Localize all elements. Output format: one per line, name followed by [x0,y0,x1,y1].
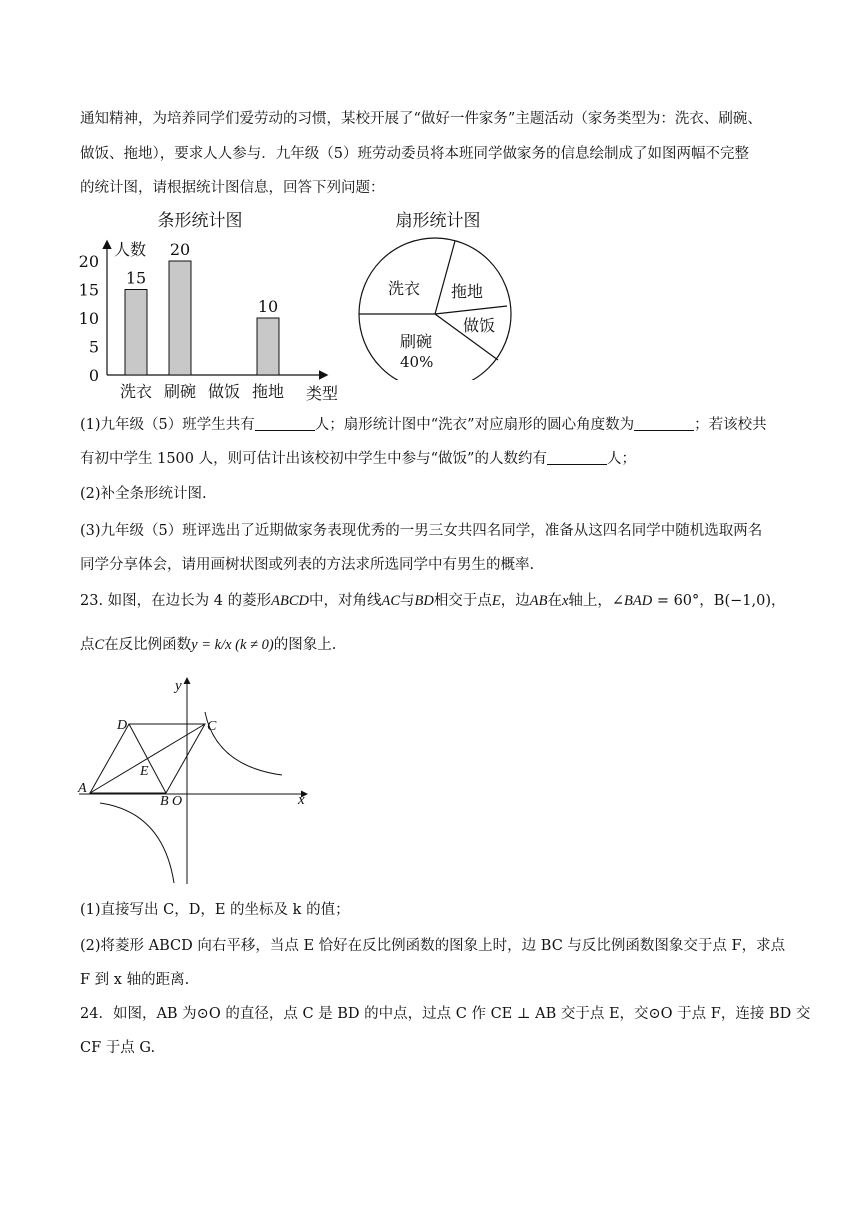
x-category-label: 拖地 [251,382,285,401]
intro-line-2: 做饭、拖地），要求人人参与．九年级（5）班劳动委员将本班同学做家务的信息绘制成了如图两幅不完整 [80,146,749,162]
pie-label-xiyi: 洗衣 [388,279,421,298]
bar-value-label: 20 [169,240,191,259]
bar-chart [70,205,350,405]
x-category-label: 洗衣 [119,382,153,401]
point-label-c: C [207,719,217,734]
q22-part1-line1: (1)九年级（5）班学生共有 人；扇形统计图中“洗衣”对应扇形的圆心角度数为 ；若该校共 [80,417,767,433]
pie-circle [359,238,511,380]
q24-line1: 24．如图，AB 为⊙O 的直径，点 C 是 BD 的中点，过点 C 作 CE ⊥ AB 交于点 E，交⊙O 于点 F，连接 BD 交 [80,1006,811,1022]
q23-line2: 点C在反比例函数y = k/x (k ≠ 0)的图象上. [80,637,337,653]
point-label-b: B [160,794,169,809]
x-axis-label: 类型 [306,384,339,403]
bar-value-label: 10 [257,297,279,316]
q22-part3-line1: (3)九年级（5）班评选出了近期做家务表现优秀的一男三女共四名同学，准备从这四名同学中随机选取两名 [80,523,763,539]
pie-annotation-shuawan: 40% [400,353,434,371]
bar-value-label: 15 [125,268,147,288]
y-tick-label: 5 [88,337,99,357]
q23-part1: (1)直接写出 C，D，E 的坐标及 k 的值； [80,902,350,918]
answer-blank[interactable] [634,416,694,432]
hyperbola-branch-right [205,712,282,775]
pie-label-zuofan: 做饭 [463,316,496,335]
q22-part2: (2)补全条形统计图. [80,486,207,502]
answer-blank[interactable] [547,450,607,466]
intro-line-3: 的统计图，请根据统计图信息，回答下列问题： [80,180,385,196]
q23-part2-line1: (2)将菱形 ABCD 向右平移，当点 E 恰好在反比例函数的图象上时，边 BC 与反比例函数图象交于点 F，求点 [80,938,786,954]
pie-chart-title: 扇形统计图 [395,211,481,231]
bar-chart-title: 条形统计图 [157,211,243,231]
point-label-a: A [78,781,87,796]
q23-line1: 23. 如图，在边长为 4 的菱形ABCD中，对角线AC与BD相交于点E，边AB在x轴上，∠BAD = 60°，B(−1,0)， [80,593,786,609]
hyperbola-branch-left [100,803,174,883]
x-axis-label: x [298,792,305,808]
bar [125,290,147,376]
bar [257,318,279,375]
bar [169,261,191,375]
y-axis-label: y [175,678,182,694]
diagonal-bd [129,724,166,793]
pie-chart [350,205,530,380]
pie-label-tuodi: 拖地 [451,282,484,301]
x-category-label: 做饭 [207,382,241,401]
pie-label-shuawan: 刷碗 [400,332,433,351]
q23-part2-line2: F 到 x 轴的距离. [80,972,190,988]
answer-blank[interactable] [255,416,315,432]
q22-part1-line2: 有初中学生 1500 人，则可估计出该校初中学生中参与“做饭”的人数约有 人； [80,451,636,467]
y-tick-label: 0 [88,366,99,385]
y-tick-label: 20 [78,252,99,271]
point-label-o: O [172,794,183,809]
y-tick-label: 10 [78,309,99,328]
q22-part3-line2: 同学分享体会，请用画树状图或列表的方法求所选同学中有男生的概率. [80,557,535,573]
intro-line-1: 通知精神，为培养同学们爱劳动的习惯，某校开展了“做好一件家务”主题活动（家务类型为：洗衣、刷碗、 [80,111,762,127]
y-tick-label: 15 [78,280,99,300]
point-label-d: D [117,718,128,733]
point-label-e: E [140,764,149,779]
y-axis-label: 人数 [114,240,147,259]
x-category-label: 刷碗 [163,382,197,401]
rhombus-hyperbola-figure [74,672,314,887]
q24-line2: CF 于点 G. [80,1040,156,1056]
